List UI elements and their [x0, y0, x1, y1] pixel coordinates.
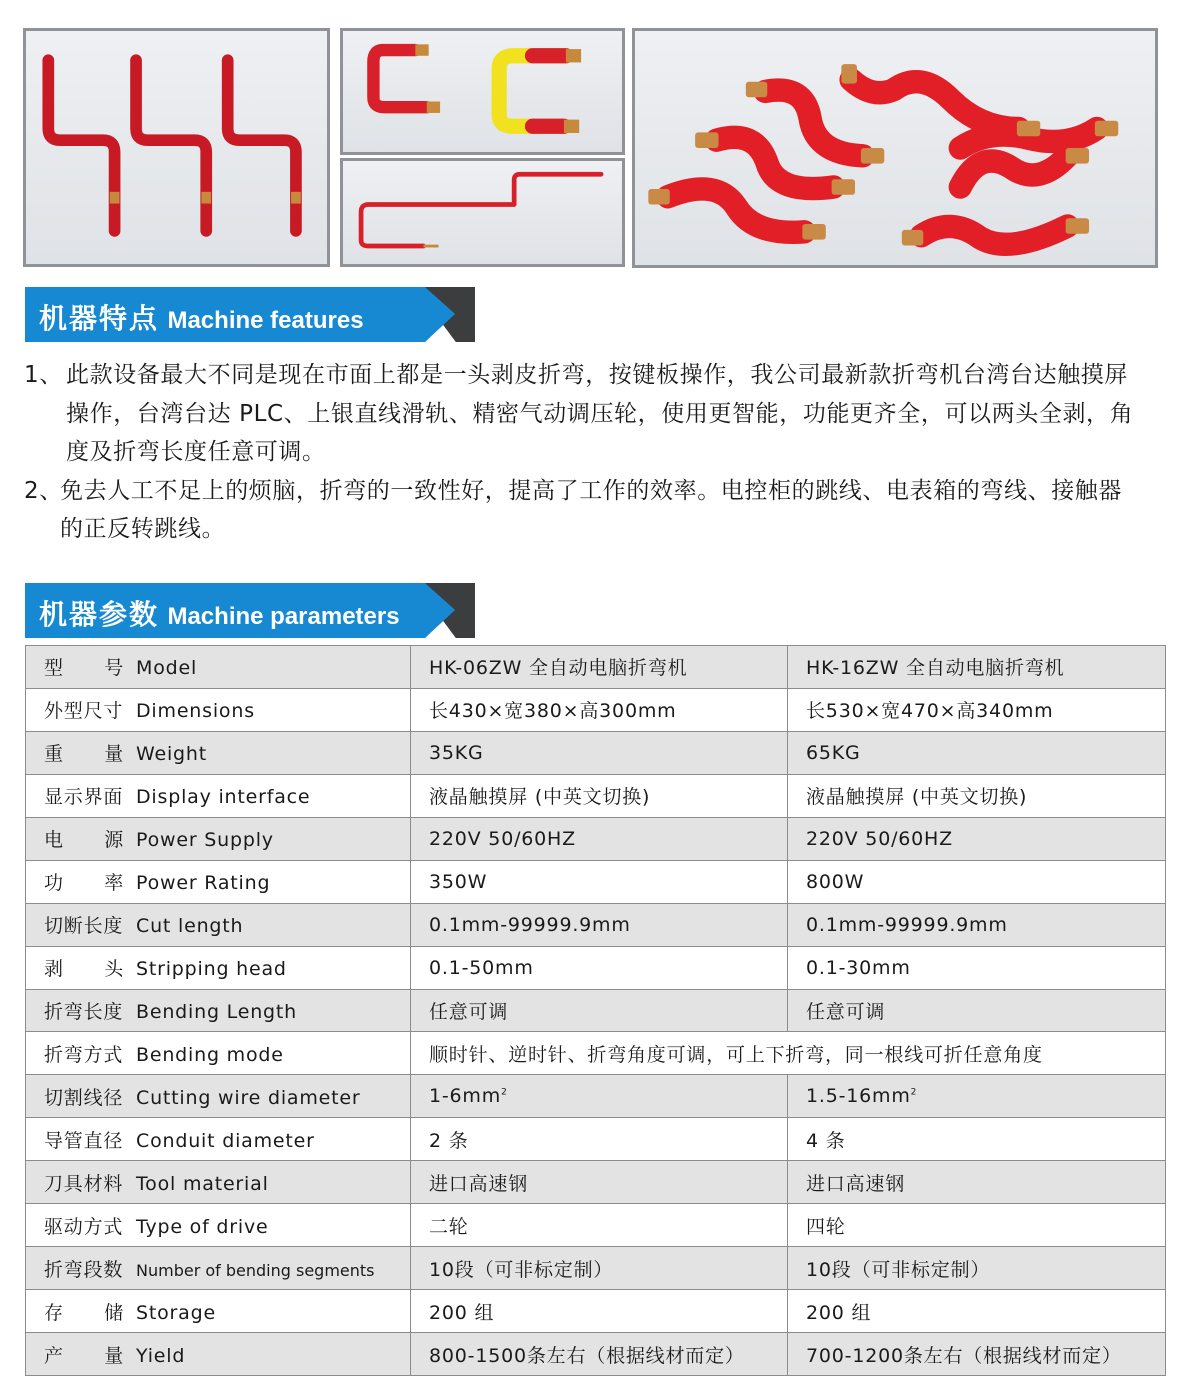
param-value-model-a: 350W: [411, 860, 788, 903]
table-row: [26, 946, 1166, 989]
param-value-model-a: 35KG: [411, 731, 788, 774]
param-label-en: Conduit diameter: [136, 1129, 315, 1152]
param-label-en: Weight: [136, 743, 207, 766]
parameters-table: [25, 645, 1166, 1376]
photo-z-bent-wires: [23, 28, 330, 267]
param-value-merged: 顺时针、逆时针、折弯角度可调，可上下折弯，同一根线可折任意角度: [411, 1032, 1166, 1075]
parameters-title-zh: 机器参数: [39, 599, 160, 630]
table-row: [26, 731, 1166, 774]
param-label-cell: [26, 1204, 411, 1247]
param-label-zh: 导管直径: [44, 1129, 124, 1152]
param-label-cell: [26, 860, 411, 903]
feature-text: 此款设备最大不同是现在市面上都是一头剥皮折弯，按键板操作，我公司最新款折弯机台湾台达触摸屏操作，台湾台达 PLC、上银直线滑轨、精密气动调压轮，使用更智能，功能更齐全，可以两头全剥，角度及折弯长度任意可调。: [66, 362, 1134, 465]
param-label-zh: 显示界面: [44, 786, 124, 809]
features-title: [39, 297, 364, 337]
param-label-cell: [26, 774, 411, 817]
param-label-zh: 产量: [44, 1344, 124, 1367]
param-label-zh: 驱动方式: [44, 1215, 124, 1238]
param-value-model-b: 65KG: [788, 731, 1166, 774]
param-value-model-b: HK-16ZW 全自动电脑折弯机: [788, 646, 1166, 689]
param-label-en: Type of drive: [136, 1215, 269, 1238]
param-value-model-a: 2 条: [411, 1118, 788, 1161]
param-value-model-a: 任意可调: [411, 989, 788, 1032]
parameters-banner: [25, 583, 475, 638]
table-row: [26, 1032, 1166, 1075]
param-label-en: Dimensions: [136, 700, 255, 723]
long-bent-wire-illustration: [343, 161, 622, 264]
param-value-model-a: 0.1mm-99999.9mm: [411, 903, 788, 946]
param-value-model-b: 任意可调: [788, 989, 1166, 1032]
param-label-en: Power Supply: [136, 829, 274, 852]
param-label-en: Yield: [136, 1344, 186, 1367]
feature-number: 1、: [24, 362, 63, 388]
param-label-cell: [26, 646, 411, 689]
features-banner: [25, 287, 475, 342]
feature-item: [24, 356, 1144, 472]
param-value-model-b: 800W: [788, 860, 1166, 903]
param-value-model-b: 0.1-30mm: [788, 946, 1166, 989]
param-label-cell: [26, 989, 411, 1032]
superscript: 2: [910, 1088, 918, 1099]
param-value-model-b: [788, 1075, 1166, 1118]
param-label-cell: [26, 1032, 411, 1075]
features-list: [24, 356, 1144, 549]
param-value-text: 1.5-16mm: [806, 1085, 911, 1108]
param-label-en: Power Rating: [136, 872, 271, 895]
param-label-zh: 折弯段数: [44, 1258, 124, 1281]
param-label-cell: [26, 1075, 411, 1118]
param-label-zh: 切断长度: [44, 915, 124, 938]
s-bent-thick-wires-illustration: [635, 31, 1155, 265]
param-value-text: 1-6mm: [429, 1085, 502, 1108]
param-label-en: Storage: [136, 1301, 216, 1324]
table-row: [26, 1161, 1166, 1204]
param-label-cell: [26, 903, 411, 946]
param-label-en: Stripping head: [136, 958, 287, 981]
table-row: [26, 1118, 1166, 1161]
photo-long-bent-wire: [340, 158, 625, 267]
param-label-cell: [26, 1333, 411, 1376]
param-label-en: Bending mode: [136, 1043, 284, 1066]
param-label-zh: 型号: [44, 657, 124, 680]
param-value-model-b: 0.1mm-99999.9mm: [788, 903, 1166, 946]
param-value-model-b: 液晶触摸屏 (中英文切换): [788, 774, 1166, 817]
param-value-model-b: 长530×宽470×高340mm: [788, 688, 1166, 731]
param-value-model-a: 10段（可非标定制）: [411, 1247, 788, 1290]
superscript: 2: [501, 1088, 508, 1099]
feature-text: 免去人工不足上的烦脑，折弯的一致性好，提高了工作的效率。电控柜的跳线、电表箱的弯线、接触器的正反转跳线。: [60, 477, 1122, 542]
table-row: [26, 1290, 1166, 1333]
param-label-cell: [26, 946, 411, 989]
param-value-model-b: 200 组: [788, 1290, 1166, 1333]
param-label-zh: 电源: [44, 829, 124, 852]
table-row: [26, 1075, 1166, 1118]
param-label-cell: [26, 1161, 411, 1204]
table-row: [26, 1204, 1166, 1247]
param-value-model-a: 800-1500条左右（根据线材而定）: [411, 1333, 788, 1376]
param-value-model-a: 200 组: [411, 1290, 788, 1333]
features-title-zh: 机器特点: [39, 303, 160, 334]
param-label-en: Cut length: [136, 915, 244, 938]
param-label-zh: 刀具材料: [44, 1172, 124, 1195]
features-title-en: Machine features: [167, 307, 364, 334]
param-value-model-a: HK-06ZW 全自动电脑折弯机: [411, 646, 788, 689]
param-value-model-b: 220V 50/60HZ: [788, 817, 1166, 860]
table-row: [26, 1333, 1166, 1376]
photo-s-bent-thick-wires: [632, 28, 1158, 268]
param-label-en: Tool material: [136, 1172, 269, 1195]
param-value-model-a: 进口高速钢: [411, 1161, 788, 1204]
param-value-model-a: 220V 50/60HZ: [411, 817, 788, 860]
table-row: [26, 1247, 1166, 1290]
z-bent-wires-illustration: [26, 31, 327, 264]
param-label-en: Number of bending segments: [136, 1260, 375, 1280]
param-label-cell: [26, 1247, 411, 1290]
param-label-cell: [26, 688, 411, 731]
param-label-en: Cutting wire diameter: [136, 1086, 361, 1109]
photo-u-bent-wires: [340, 28, 625, 155]
param-value-model-a: 二轮: [411, 1204, 788, 1247]
param-value-model-b: 700-1200条左右（根据线材而定）: [788, 1333, 1166, 1376]
param-label-cell: [26, 817, 411, 860]
param-value-model-b: 进口高速钢: [788, 1161, 1166, 1204]
param-label-zh: 外型尺寸: [44, 700, 124, 723]
param-label-zh: 功率: [44, 872, 124, 895]
param-label-en: Bending Length: [136, 1000, 297, 1023]
param-label-cell: [26, 1290, 411, 1333]
param-label-zh: 重量: [44, 743, 124, 766]
param-label-zh: 切割线径: [44, 1086, 124, 1109]
param-label-zh: 存储: [44, 1301, 124, 1324]
param-label-cell: [26, 1118, 411, 1161]
feature-item: [24, 472, 1144, 549]
param-value-model-a: 长430×宽380×高300mm: [411, 688, 788, 731]
param-value-model-b: 四轮: [788, 1204, 1166, 1247]
param-value-model-a: [411, 1075, 788, 1118]
param-value-model-a: 液晶触摸屏 (中英文切换): [411, 774, 788, 817]
table-row: [26, 688, 1166, 731]
u-bent-wires-illustration: [343, 31, 622, 152]
table-row: [26, 860, 1166, 903]
table-row: [26, 774, 1166, 817]
param-label-zh: 剥头: [44, 958, 124, 981]
param-label-en: Model: [136, 657, 198, 680]
param-label-cell: [26, 731, 411, 774]
table-row: [26, 903, 1166, 946]
param-label-en: Display interface: [136, 786, 311, 809]
table-row: [26, 817, 1166, 860]
parameters-title-en: Machine parameters: [167, 603, 400, 630]
table-row: [26, 646, 1166, 689]
param-label-zh: 折弯长度: [44, 1000, 124, 1023]
feature-number: 2、: [24, 477, 63, 504]
param-value-model-b: 10段（可非标定制）: [788, 1247, 1166, 1290]
param-value-model-a: 0.1-50mm: [411, 946, 788, 989]
table-row: [26, 989, 1166, 1032]
param-label-zh: 折弯方式: [44, 1043, 124, 1066]
parameters-title: [39, 593, 400, 633]
param-value-model-b: 4 条: [788, 1118, 1166, 1161]
